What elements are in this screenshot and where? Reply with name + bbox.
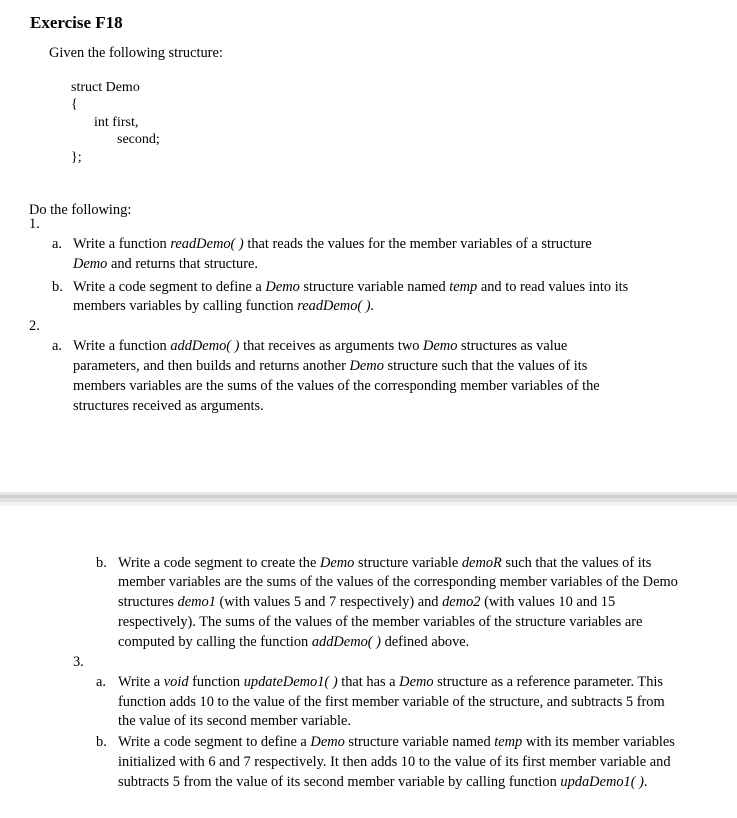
item-1a-line-1: Write a function readDemo( ) that reads the values for the member variables of a structure: [73, 236, 592, 252]
item-number-1: 1.: [29, 216, 40, 232]
item-1b-line-2: members variables by calling function readDemo( ).: [73, 298, 375, 314]
item-2b-line-1: Write a code segment to create the Demo structure variable demoR such that the values of its: [118, 555, 652, 571]
intro-text: Given the following structure:: [49, 45, 223, 61]
item-3a-letter: a.: [96, 674, 106, 690]
item-3a-line-2: function adds 10 to the value of the first member variable of the structure, and subtracts 5 from: [118, 694, 665, 710]
item-2b-line-5: computed by calling the function addDemo( ) defined above.: [118, 634, 470, 650]
item-2a-letter: a.: [52, 338, 62, 354]
code-line-1: struct Demo: [71, 80, 140, 95]
item-number-3: 3.: [73, 654, 84, 670]
item-1b-letter: b.: [52, 279, 63, 295]
item-2b-letter: b.: [96, 555, 107, 571]
page-divider: [0, 492, 737, 506]
item-2a-line-3: members variables are the sums of the values of the corresponding member variables of the: [73, 378, 600, 394]
item-2a-line-2: parameters, and then builds and returns another Demo structure such that the values of its: [73, 358, 588, 374]
code-line-3: int first,: [94, 115, 139, 130]
code-line-2: {: [71, 97, 78, 112]
item-2a-line-4: structures received as arguments.: [73, 398, 264, 414]
item-3b-letter: b.: [96, 734, 107, 750]
item-1b-line-1: Write a code segment to define a Demo structure variable named temp and to read values into its: [73, 279, 629, 295]
code-line-4: second;: [117, 132, 160, 147]
item-3b-line-3: subtracts 5 from the value of its second member variable by calling function updaDemo1( ).: [118, 774, 648, 790]
item-2a-line-1: Write a function addDemo( ) that receives as arguments two Demo structures as value: [73, 338, 568, 354]
item-2b-line-3: structures demo1 (with values 5 and 7 respectively) and demo2 (with values 10 and 15: [118, 594, 616, 610]
item-2b-line-2: member variables are the sums of the values of the corresponding member variables of the Demo: [118, 574, 678, 590]
item-3a-line-3: the value of its second member variable.: [118, 713, 351, 729]
item-1a-letter: a.: [52, 236, 62, 252]
item-3a-line-1: Write a void function updateDemo1( ) that has a Demo structure as a reference parameter. This: [118, 674, 664, 690]
item-number-2: 2.: [29, 318, 40, 334]
item-3b-line-2: initialized with 6 and 7 respectively. It then adds 10 to the value of its first member variable and: [118, 754, 671, 770]
code-line-5: };: [71, 150, 82, 165]
item-3b-line-1: Write a code segment to define a Demo structure variable named temp with its member variables: [118, 734, 675, 750]
item-2b-line-4: respectively). The sums of the values of the member variables of the structure variables are: [118, 614, 643, 630]
page-title: Exercise F18: [30, 13, 123, 32]
do-following-heading: Do the following:: [29, 202, 132, 218]
item-1a-line-2: Demo and returns that structure.: [73, 256, 259, 272]
